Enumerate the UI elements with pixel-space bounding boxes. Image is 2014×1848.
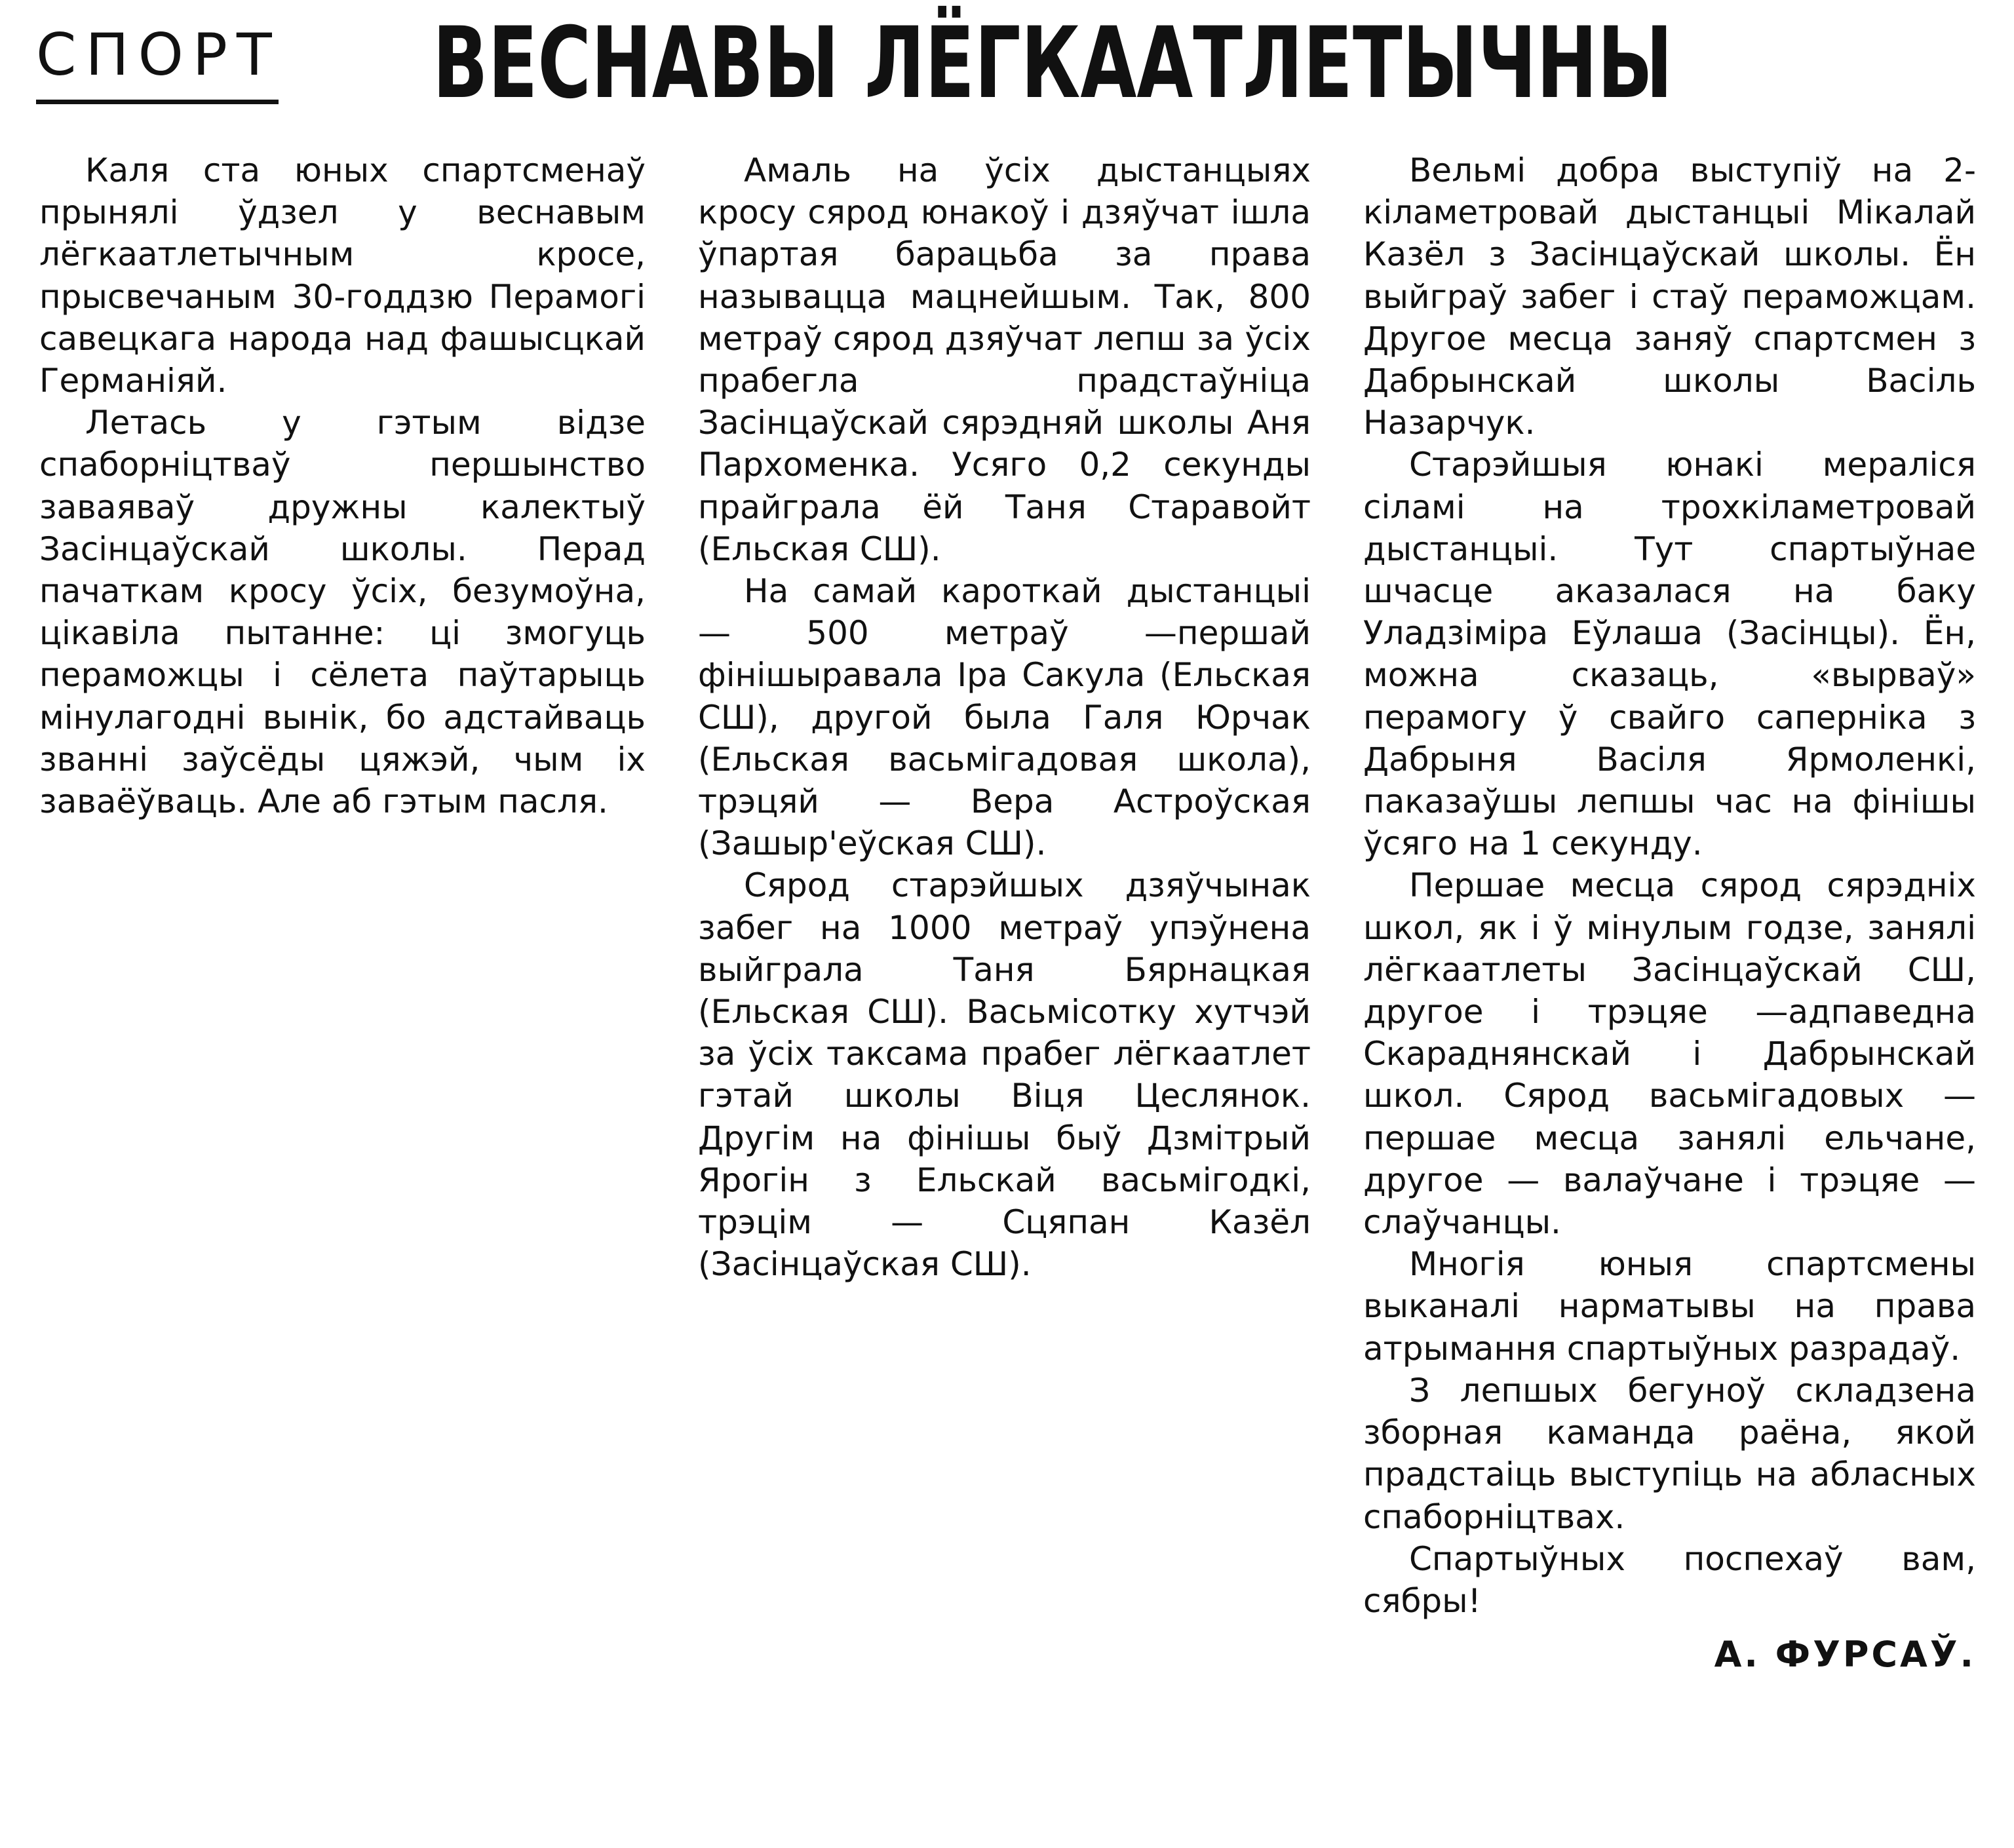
paragraph: Многія юныя спартсмены выканалі нарматывы на права атрымання спартыўных разрадаў. (1363, 1245, 1976, 1368)
article-column-1 (39, 149, 646, 822)
paragraph: Спартыўных поспехаў вам, сябры! (1363, 1539, 1976, 1620)
paragraph: Каля ста юных спартсменаў прынялі ўдзел у веснавым лёгкаатлетычным кросе, прысвечаным 30-годдзю Перамогі савецкага народа над фашысцкай Германіяй. (39, 151, 646, 400)
article-header (0, 0, 2014, 151)
article-column-2 (698, 149, 1311, 1285)
paragraph: Амаль на ўсіх дыстанцыях кросу сярод юнакоў і дзяўчат ішла ўпартая барацьба за права называцца мацнейшым. Так, 800 метраў сярод дзяўчат лепш за ўсіх прабегла прадстаўніца Засінцаўскай сярэдняй школы Аня Пархоменка. Усяго 0,2 секунды прайграла ёй Таня Старавойт (Ельская СШ). (698, 151, 1311, 568)
paragraph: Вельмі добра выступіў на 2-кіламетровай дыстанцыі Мікалай Казёл з Засінцаўскай школы. Ён выйграў забег і стаў пераможцам. Другое месца заняў спартсмен з Дабрынскай школы Васіль Назарчук. (1363, 151, 1976, 442)
paragraph: Летась у гэтым відзе спаборніцтваў першынство заваяваў дружны калектыў Засінцаўскай школы. Перад пачаткам кросу ўсіх, безумоўна, цікавіла пытанне: ці змогуць пераможцы і сёлета паўтарыць мінулагодні вынік, бо адстайваць званні заўсёды цяжэй, чым іх заваёўваць. Але аб гэтым пасля. (39, 404, 646, 821)
rubric-underline (36, 100, 279, 104)
article-column-3 (1363, 149, 1976, 1674)
section-rubric: СПОРТ (36, 21, 281, 88)
paragraph: Першае месца сярод сярэдніх школ, як і ў мінулым годзе, занялі лёгкаатлеты Засінцаўскай СШ, другое і трэцяе —адпаведна Скараднянскай і Дабрынскай школ. Сярод васьмігадовых —першае месца занялі ельчане, другое — валаўчане і трэцяе —слаўчанцы. (1363, 866, 1976, 1242)
paragraph: На самай кароткай дыстанцыі — 500 метраў —першай фінішыравала Іра Сакула (Ельская СШ), другой была Галя Юрчак (Ельская васьмігадовая школа), трэцяй — Вера Астроўская (Зашыр'еўская СШ). (698, 572, 1311, 863)
article-headline: ВЕСНАВЫ ЛЁГКААТЛЕТЫЧНЫ (433, 7, 1673, 121)
author-signature: А. ФУРСАЎ. (1714, 1634, 1976, 1676)
signature-block (1363, 1622, 1976, 1674)
paragraph: Сярод старэйшых дзяўчынак забег на 1000 метраў упэўнена выйграла Таня Бярнацкая (Ельская СШ). Васьмісотку хутчэй за ўсіх таксама прабег лёгкаатлет гэтай школы Віця Цеслянок. Другім на фінішы быў Дзмітрый Ярогін з Ельскай васьмігодкі, трэцім — Сцяпан Казёл (Засінцаўская СШ). (698, 866, 1311, 1284)
paragraph: Старэйшыя юнакі мераліся сіламі на трохкіламетровай дыстанцыі. Тут спартыўнае шчасце аказалася на баку Уладзіміра Еўлаша (Засінцы). Ён, можна сказаць, «вырваў» перамогу ў свайго саперніка з Дабрыня Васіля Ярмоленкі, паказаўшы лепшы час на фінішы ўсяго на 1 секунду. (1363, 446, 1976, 863)
paragraph: З лепшых бегуноў складзена зборная каманда раёна, якой прадстаіць выступіць на абласных спаборніцтвах. (1363, 1371, 1976, 1536)
